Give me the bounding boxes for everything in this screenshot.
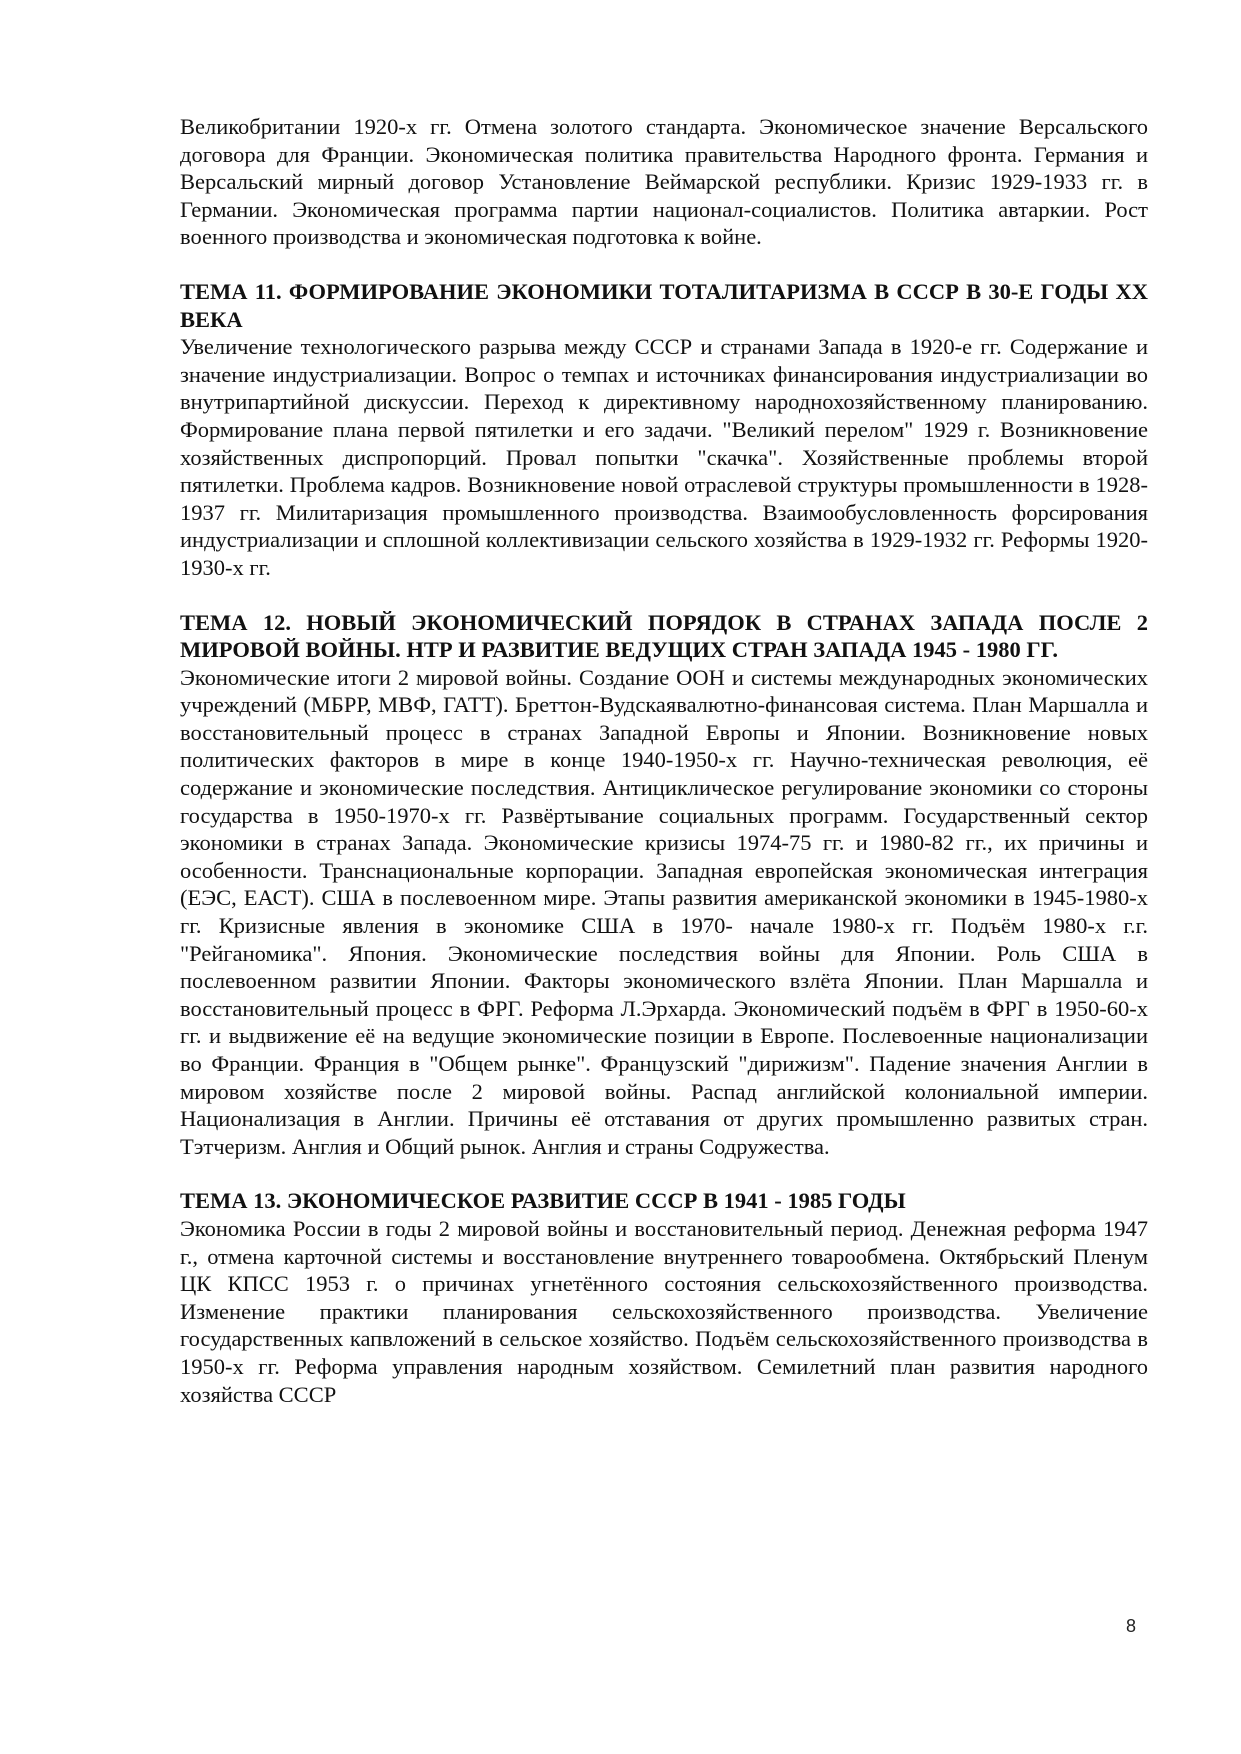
section-topic-12 [180, 609, 1148, 1161]
section-heading-topic-13: ТЕМА 13. ЭКОНОМИЧЕСКОЕ РАЗВИТИЕ СССР В 1941 - 1985 ГОДЫ [180, 1188, 906, 1214]
section-body-topic-12: Экономические итоги 2 мировой войны. Создание ООН и системы международных экономических учреждений (МБРР, МВФ, ГАТТ). Бреттон-Вудскаявалютно-финансовая система. План Маршалла и восстановительный процесс в странах Западной Европы и Японии. Возникновение новых политических факторов в мире в конце 1940-1950-х гг. Научно-техническая революция, её содержание и экономические последствия. Антициклическое регулирование экономики со стороны государства в 1950-1970-х гг. Развёртывание социальных программ. Государственный сектор экономики в странах Запада. Экономические кризисы 1974-75 гг. и 1980-82 гг., их причины и особенности. Транснациональные корпорации. Западная европейская экономическая интеграция (ЕЭС, ЕАСТ). США в послевоенном мире. Этапы развития американской экономики в 1945-1980-х гг. Кризисные явления в экономике США в 1970- начале 1980-х гг. Подъём 1980-х г.г. "Рейганомика". Япония. Экономические последствия войны для Японии. Роль США в послевоенном развитии Японии. Факторы экономического взлёта Японии. План Маршалла и восстановительный процесс в ФРГ. Реформа Л.Эрхарда. Экономический подъём в ФРГ в 1950-60-х гг. и выдвижение её на ведущие экономические позиции в Европе. Послевоенные национализации во Франции. Франция в "Общем рынке". Французский "дирижизм". Падение значения Англии в мировом хозяйстве после 2 мировой войны. Распад английской колониальной империи. Национализация в Англии. Причины её отставания от других промышленно развитых стран. Тэтчеризм. Англия и Общий рынок. Англия и страны Содружества. [180, 664, 1148, 1159]
page-number: 8 [1126, 1616, 1137, 1636]
page-content [180, 113, 1148, 1408]
section-body-topic-11: Увеличение технологического разрыва между СССР и странами Запада в 1920-е гг. Содержание и значение индустриализации. Вопрос о темпах и источниках финансирования индустриализации во внутрипартийной дискуссии. Переход к директивному народнохозяйственному планированию. Формирование плана первой пятилетки и его задачи. "Великий перелом" 1929 г. Возникновение хозяйственных диспропорций. Провал попытки "скачка". Хозяйственные проблемы второй пятилетки. Проблема кадров. Возникновение новой отраслевой структуры промышленности в 1928-1937 гг. Милитаризация промышленного производства. Взаимообусловленность форсирования индустриализации и сплошной коллективизации сельского хозяйства в 1929-1932 гг. Реформы 1920-1930-х гг. [180, 334, 1148, 580]
section-body-topic-13: Экономика России в годы 2 мировой войны и восстановительный период. Денежная реформа 1947 г., отмена карточной системы и восстановление внутреннего товарообмена. Октябрьский Пленум ЦК КПСС 1953 г. о причинах угнетённого состояния сельскохозяйственного производства. Изменение практики планирования сельскохозяйственного производства. Увеличение государственных капвложений в сельское хозяйство. Подъём сельскохозяйственного производства в 1950-х гг. Реформа управления народным хозяйством. Семилетний план развития народного хозяйства СССР [180, 1215, 1148, 1407]
intro-paragraph: Великобритании 1920-х гг. Отмена золотого стандарта. Экономическое значение Версальского договора для Франции. Экономическая политика правительства Народного фронта. Германия и Версальский мирный договор Установление Веймарской республики. Кризис 1929-1933 гг. в Германии. Экономическая программа партии национал-социалистов. Политика автаркии. Рост военного производства и экономическая подготовка к войне. [180, 114, 1148, 250]
section-topic-13 [180, 1187, 1148, 1408]
section-topic-11 [180, 278, 1148, 582]
section-heading-topic-12: ТЕМА 12. НОВЫЙ ЭКОНОМИЧЕСКИЙ ПОРЯДОК В СТРАНАХ ЗАПАДА ПОСЛЕ 2 МИРОВОЙ ВОЙНЫ. НТР И РАЗВИТИЕ ВЕДУЩИХ СТРАН ЗАПАДА 1945 - 1980 ГГ. [180, 609, 1148, 663]
section-heading-topic-11: ТЕМА 11. ФОРМИРОВАНИЕ ЭКОНОМИКИ ТОТАЛИТАРИЗМА В СССР В 30-Е ГОДЫ XX ВЕКА [180, 278, 1148, 332]
